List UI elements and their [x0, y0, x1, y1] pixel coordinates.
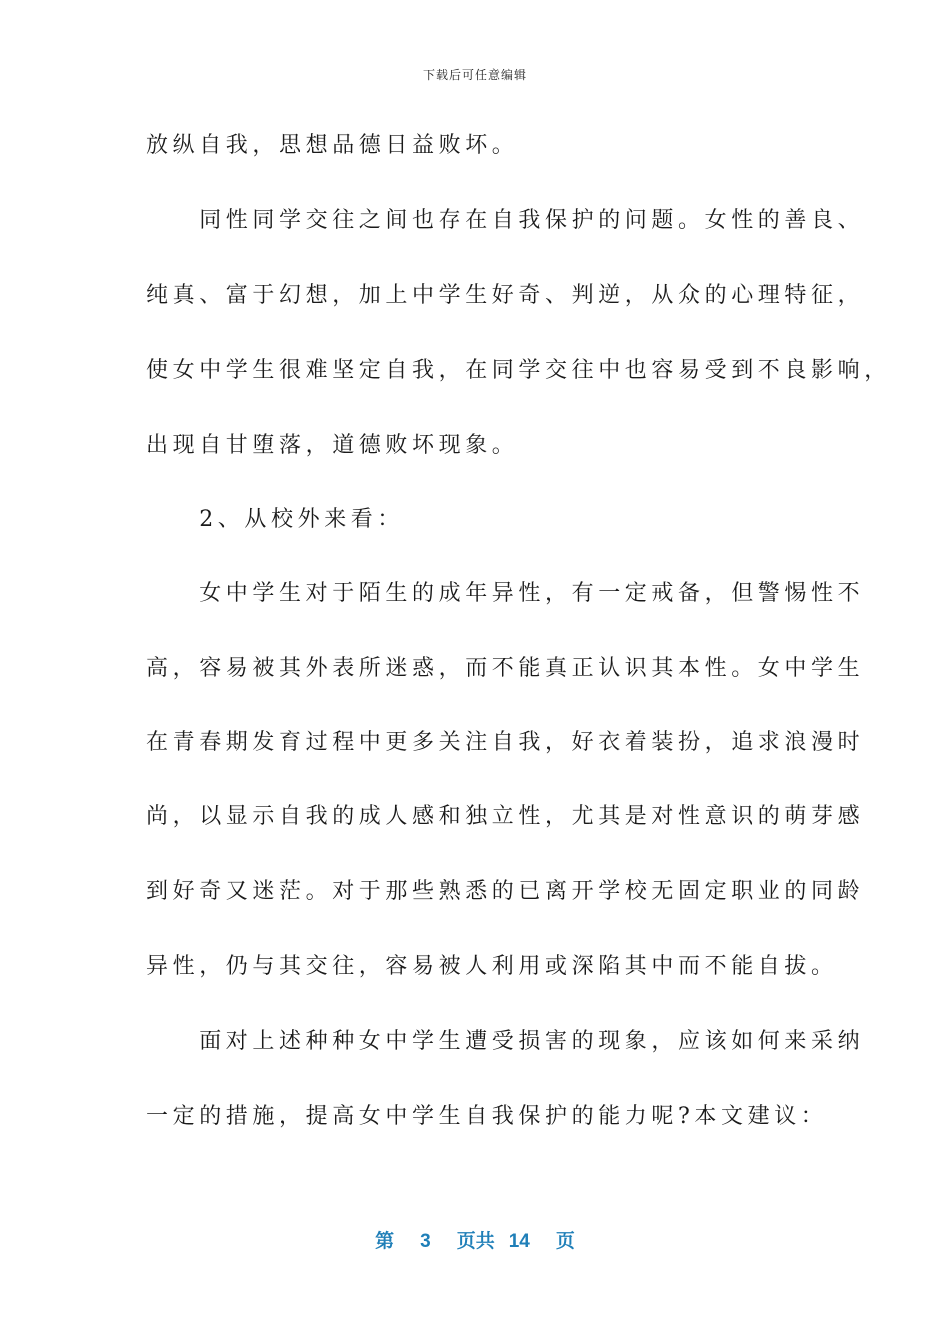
- text-line: 面对上述种种女中学生遭受损害的现象，应该如何来采纳: [146, 1029, 865, 1054]
- page-label-after: 页: [555, 1231, 575, 1252]
- page-number-footer: [0, 1226, 950, 1253]
- page-label-before: 第: [375, 1231, 395, 1252]
- text-line: 异性，仍与其交往，容易被人利用或深陷其中而不能自拔。: [146, 954, 838, 979]
- text-line: 出现自甘堕落，道德败坏现象。: [146, 433, 519, 458]
- current-page-number: 3: [420, 1231, 431, 1252]
- page-label-middle: 页共: [456, 1231, 495, 1252]
- page-header: 下载后可任意编辑: [422, 68, 527, 82]
- text-line: 到好奇又迷茫。对于那些熟悉的已离开学校无固定职业的同龄: [146, 879, 865, 904]
- text-line: 尚，以显示自我的成人感和独立性，尤其是对性意识的萌芽感: [146, 804, 865, 829]
- text-line: 一定的措施，提高女中学生自我保护的能力呢?本文建议：: [146, 1104, 828, 1129]
- text-line: 高，容易被其外表所迷惑，而不能真正认识其本性。女中学生: [146, 656, 865, 681]
- text-line: 使女中学生很难坚定自我，在同学交往中也容易受到不良影响，: [146, 358, 891, 383]
- total-pages-number: 14: [508, 1231, 530, 1252]
- document-body: [146, 0, 891, 1344]
- text-line: 纯真、富于幻想，加上中学生好奇、判逆，从众的心理特征，: [146, 283, 865, 308]
- text-line: 2、从校外来看：: [146, 507, 404, 532]
- text-line: 放纵自我，思想品德日益败坏。: [146, 133, 519, 158]
- text-line: 同性同学交往之间也存在自我保护的问题。女性的善良、: [146, 208, 865, 233]
- text-line: 在青春期发育过程中更多关注自我，好衣着装扮，追求浪漫时: [146, 730, 865, 755]
- text-line: 女中学生对于陌生的成年异性，有一定戒备，但警惕性不: [146, 581, 865, 606]
